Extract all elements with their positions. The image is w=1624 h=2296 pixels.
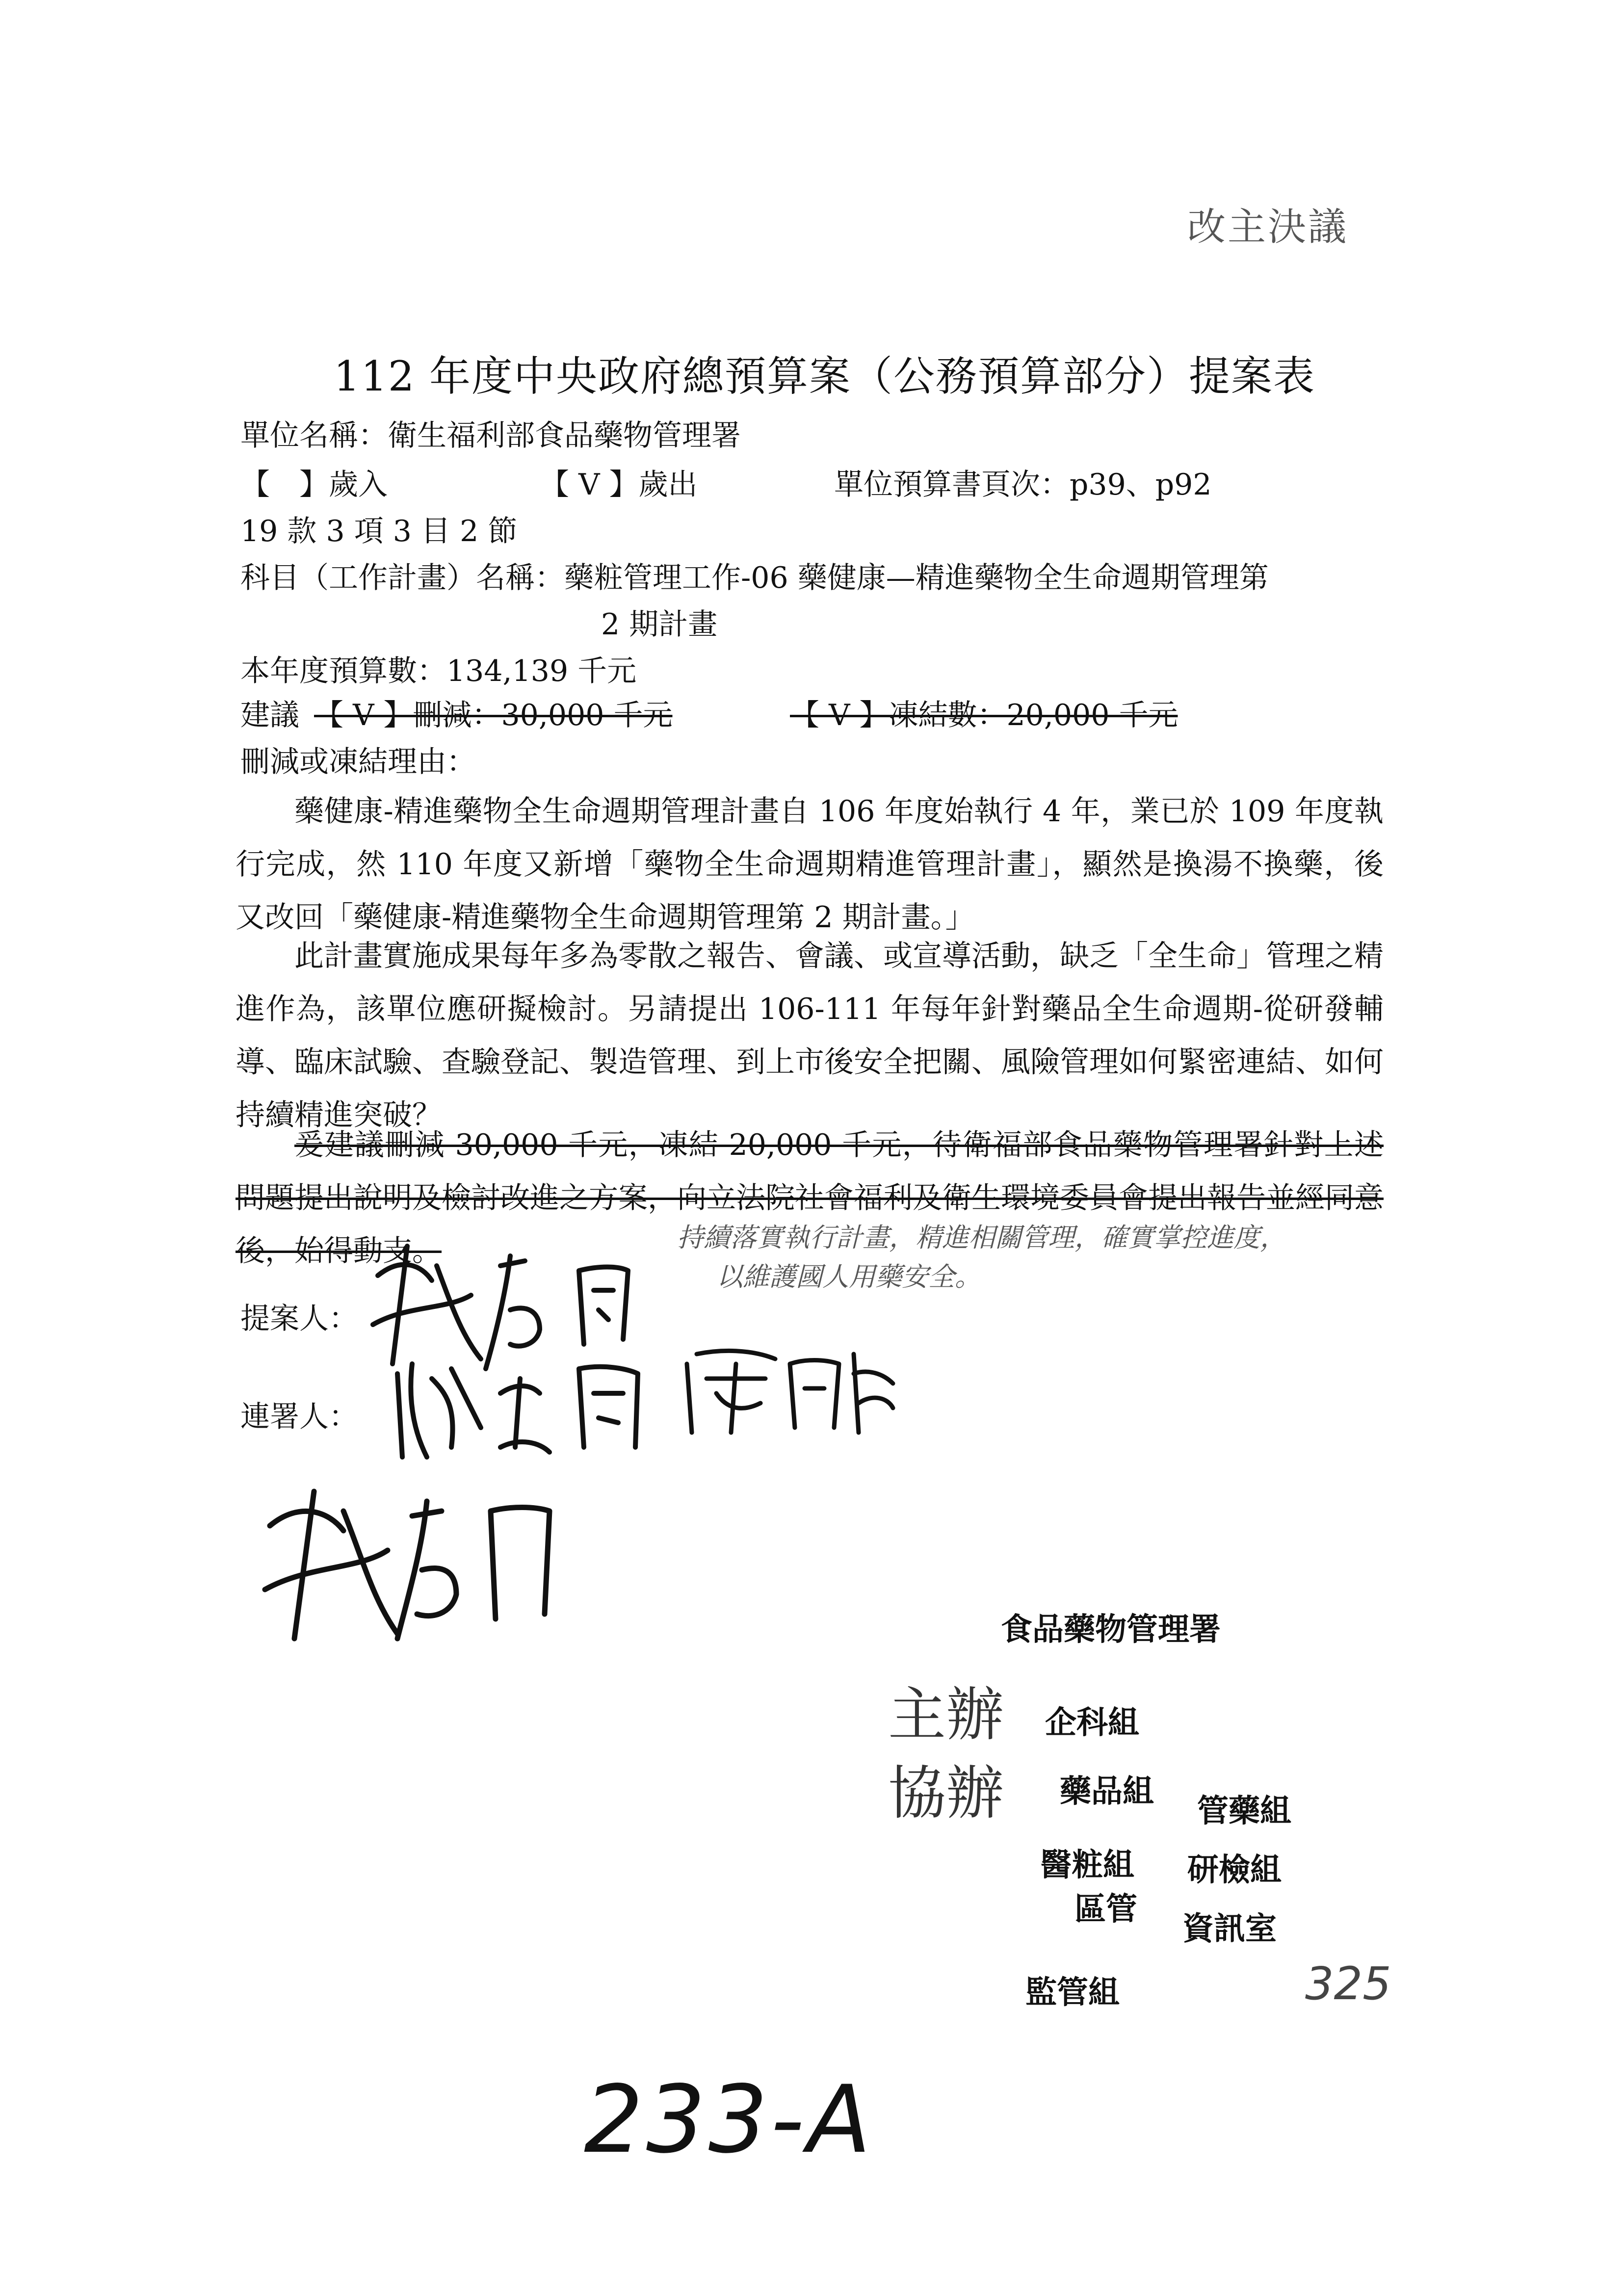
assist-unit-medical-cosmetic: 醫粧組 (1040, 1847, 1134, 1883)
subject-line1: 藥粧管理工作-06 藥健康—精進藥物全生命週期管理第 (564, 561, 1269, 595)
assist-unit-controlled-drug: 管藥組 (1197, 1793, 1291, 1829)
document-title: 112 年度中央政府總預算案（公務預算部分）提案表 (334, 352, 1316, 400)
cut-amount: 【 V 】刪減：30,000 千元 (314, 698, 673, 732)
reason-label: 刪減或凍結理由： (240, 745, 476, 779)
budget-pages: 單位預算書頁次：p39、p92 (834, 468, 1212, 502)
expenditure-checkbox: 【 V 】歲出 (540, 468, 698, 502)
cosigner-label: 連署人： (240, 1400, 358, 1434)
header-handwritten-note: 改主決議 (1187, 205, 1349, 249)
proposer-label: 提案人： (240, 1302, 358, 1336)
unit-name: 衛生福利部食品藥物管理署 (388, 418, 741, 453)
reason-paragraph-3-struck: 爰建議刪減 30,000 千元，凍結 20,000 千元，待衛福部食品藥物管理署針對上述問題提出說明及檢討改進之方案，向立法院社會福利及衛生環境委員會提出報告並經同意後，始得動支。 (236, 1128, 1384, 1268)
cosigner-signature-3 (255, 1472, 559, 1658)
assist-unit-supervision: 監管組 (1025, 1974, 1120, 2011)
suggest-label: 建議 (240, 698, 299, 732)
subject-row (240, 554, 1269, 597)
page-number: 233-A (584, 2065, 874, 2174)
reason-paragraph-2: 此計畫實施成果每年多為零散之報告、會議、或宣導活動，缺乏「全生命」管理之精進作為，該單位應研擬檢討。另請提出 106-111 年每年針對藥品全生命週期-從研發輔導、臨床試驗、查驗登記、製造管理、到上市後安全把關、風險管理如何緊密連結、如何持續精進突破？ (236, 939, 1384, 1132)
assist-unit-drug: 藥品組 (1060, 1773, 1154, 1810)
budget-code: 19 款 3 項 3 目 2 節 (240, 514, 518, 548)
cosigner-signature-1 (383, 1349, 657, 1467)
assist-unit-research-inspection: 研檢組 (1187, 1852, 1282, 1888)
freeze-amount: 【 V 】凍結數：20,000 千元 (790, 698, 1178, 732)
corner-number: 325 (1305, 1957, 1391, 2010)
reason-paragraph-1: 藥健康-精進藥物全生命週期管理計畫自 106 年度始執行 4 年，業已於 109 年度執行完成，然 110 年度又新增「藥物全生命週期精進管理計畫」，顯然是換湯不換藥，後又改回「藥健康-精進藥物全生命週期管理第 2 期計畫。」 (236, 794, 1384, 935)
assist-unit-regional: 區管 (1074, 1891, 1137, 1928)
lead-unit: 企科組 (1045, 1704, 1139, 1741)
handwritten-amendment-line2: 以維護國人用藥安全。 (716, 1261, 981, 1292)
subject-line2: 2 期計畫 (601, 607, 718, 642)
assist-label: 協辦 (888, 1759, 1004, 1827)
budget-amount: 本年度預算數：134,139 千元 (240, 654, 637, 688)
revenue-checkbox: 【 】歲入 (240, 468, 388, 502)
assist-unit-it: 資訊室 (1182, 1910, 1277, 1947)
unit-row (240, 412, 741, 454)
unit-label: 單位名稱： (240, 418, 388, 453)
lead-label: 主辦 (888, 1681, 1004, 1748)
cosigner-signature-2 (677, 1334, 903, 1442)
subject-label: 科目（工作計畫）名稱： (240, 561, 564, 595)
handwritten-amendment-line1: 持續落實執行計畫，精進相關管理，確實掌控進度， (677, 1222, 1286, 1253)
agency-name: 食品藥物管理署 (1001, 1611, 1221, 1648)
